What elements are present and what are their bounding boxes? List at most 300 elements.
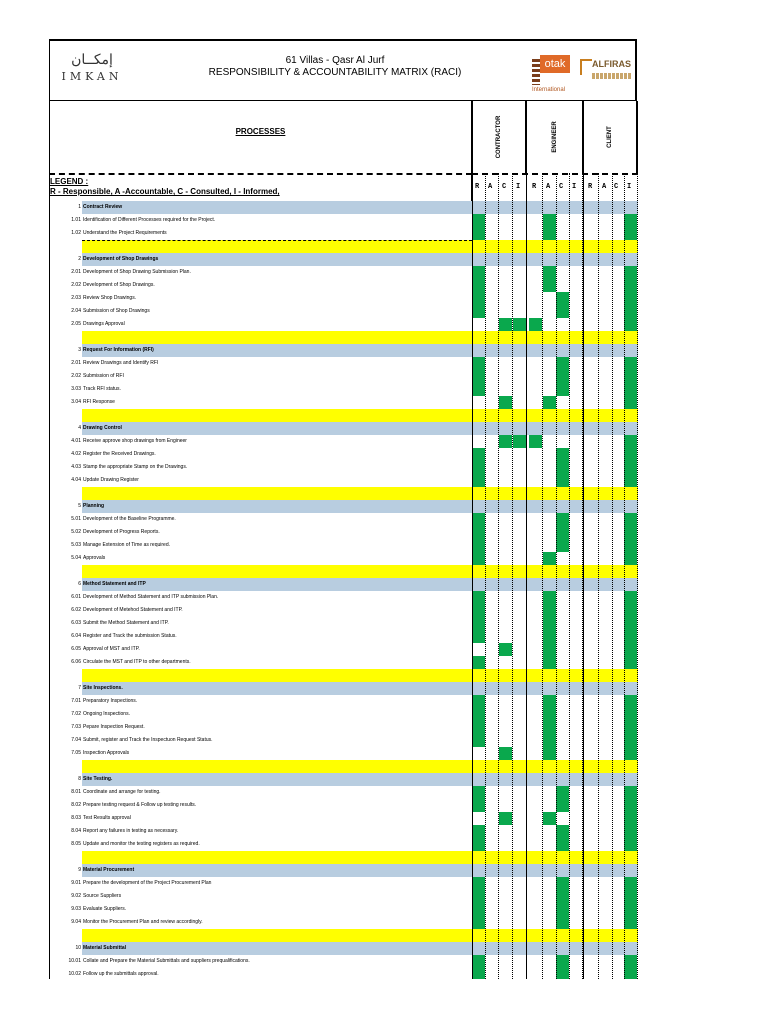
raci-cell — [624, 279, 637, 292]
raci-cell — [472, 955, 485, 968]
row-number: 9.04 — [71, 919, 81, 925]
processes-label: PROCESSES — [235, 127, 286, 136]
raci-cell — [543, 656, 556, 669]
raci-cell — [624, 799, 637, 812]
grid-line — [512, 173, 513, 979]
raci-cell — [472, 656, 485, 669]
raci-cell — [624, 643, 637, 656]
section-row — [49, 578, 638, 591]
raci-cell — [472, 305, 485, 318]
raci-cell — [556, 461, 569, 474]
raci-cell — [624, 708, 637, 721]
raci-letter: I — [572, 183, 577, 191]
row-process: Request For Information (RFI) — [83, 347, 154, 353]
grid-line — [637, 173, 638, 979]
raci-letter: R — [532, 183, 537, 191]
raci-cell — [543, 227, 556, 240]
raci-cell — [624, 539, 637, 552]
raci-letter: C — [559, 183, 564, 191]
raci-cell — [472, 214, 485, 227]
raci-cell — [472, 786, 485, 799]
table-row — [49, 448, 638, 461]
row-process: Test Results approval — [83, 815, 131, 821]
raci-cell — [472, 695, 485, 708]
row-process: Contract Review — [83, 204, 123, 210]
party-label: CLIENT — [606, 126, 613, 148]
row-number: 6.02 — [71, 607, 81, 613]
raci-letter: A — [488, 183, 493, 191]
table-row — [49, 747, 638, 760]
raci-cell — [556, 838, 569, 851]
alfiras-tagline-icon — [592, 73, 632, 79]
section-row — [49, 864, 638, 877]
raci-cell — [472, 734, 485, 747]
raci-cell — [543, 617, 556, 630]
row-band — [82, 487, 638, 500]
raci-cell — [543, 604, 556, 617]
raci-cell — [472, 461, 485, 474]
raci-cell — [472, 279, 485, 292]
row-number: 10.02 — [68, 971, 81, 977]
row-process: Ongoing Inspections. — [83, 711, 130, 717]
row-process: Material Procurement — [83, 867, 135, 873]
otak-logo-text: otak — [540, 55, 570, 73]
table-row — [49, 435, 638, 448]
raci-letter: I — [627, 183, 632, 191]
raci-cell — [624, 227, 637, 240]
row-process: Prepare the development of the Project Procurement Plan — [83, 880, 212, 886]
row-process: Review Shop Drawings. — [83, 295, 137, 301]
row-process: Review Drawings and Identify RFI — [83, 360, 159, 366]
row-number: 7.01 — [71, 698, 81, 704]
table-row — [49, 396, 638, 409]
row-process: Follow up the submittals approval. — [83, 971, 159, 977]
processes-header — [49, 101, 472, 173]
raci-cell — [543, 721, 556, 734]
row-process: Identification of Different Processes required for the Project. — [83, 217, 216, 223]
raci-cell — [624, 383, 637, 396]
row-number: 9.03 — [71, 906, 81, 912]
row-number: 4 — [78, 425, 81, 431]
row-number: 5.04 — [71, 555, 81, 561]
grid-line — [583, 101, 584, 979]
row-band — [82, 565, 638, 578]
section-row — [49, 422, 638, 435]
row-process: Pepare Inspection Request. — [83, 724, 145, 730]
raci-cell — [529, 435, 542, 448]
raci-cell — [472, 227, 485, 240]
raci-cell — [556, 357, 569, 370]
raci-cell — [624, 370, 637, 383]
raci-cell — [624, 552, 637, 565]
row-process: Drawings Approval — [83, 321, 125, 327]
alfiras-mark-icon — [580, 59, 592, 75]
raci-cell — [499, 435, 512, 448]
row-process: Submit the Method Statement and ITP. — [83, 620, 169, 626]
row-process: Submit, register and Track the Inspectuon Request Status. — [83, 737, 213, 743]
table-row — [49, 305, 638, 318]
row-band — [82, 851, 638, 864]
row-band — [82, 929, 638, 942]
table-row — [49, 591, 638, 604]
row-number: 3.03 — [71, 386, 81, 392]
table-row — [49, 825, 638, 838]
section-row — [49, 201, 638, 214]
row-number: 2.04 — [71, 308, 81, 314]
project-name: 61 Villas - Qasr Al Jurf — [285, 55, 385, 66]
row-band — [82, 240, 638, 253]
row-process: Development of Metehod Statement and ITP. — [83, 607, 183, 613]
table-row — [49, 721, 638, 734]
raci-cell — [556, 786, 569, 799]
row-number: 5 — [78, 503, 81, 509]
raci-cell — [472, 838, 485, 851]
section-row — [49, 682, 638, 695]
raci-cell — [472, 916, 485, 929]
row-process: Preparatory Inspections. — [83, 698, 138, 704]
imkan-logo-english: IMKAN — [61, 70, 123, 83]
raci-cell — [624, 604, 637, 617]
raci-cell — [556, 383, 569, 396]
row-number: 2.05 — [71, 321, 81, 327]
row-process: Approval of MST and ITP. — [83, 646, 140, 652]
raci-cell — [556, 968, 569, 979]
raci-cell — [472, 604, 485, 617]
table-row — [49, 695, 638, 708]
grid-line — [472, 101, 473, 979]
raci-cell — [556, 474, 569, 487]
raci-cell — [472, 370, 485, 383]
table-row — [49, 877, 638, 890]
raci-cell — [499, 643, 512, 656]
raci-cell — [499, 318, 512, 331]
row-process: Register the Received Drawings. — [83, 451, 156, 457]
party-label: CONTRACTOR — [495, 115, 502, 159]
legend-text: R - Responsible, A -Accountable, C - Consulted, I - Informed, — [50, 187, 280, 196]
row-process: Planning — [83, 503, 105, 509]
raci-cell — [543, 708, 556, 721]
row-process: Submission of Shop Drawings — [83, 308, 150, 314]
raci-cell — [543, 396, 556, 409]
row-number: 9.02 — [71, 893, 81, 899]
raci-cell — [472, 292, 485, 305]
table-row — [49, 292, 638, 305]
row-number: 7.02 — [71, 711, 81, 717]
table-row — [49, 474, 638, 487]
raci-cell — [543, 734, 556, 747]
raci-cell — [624, 474, 637, 487]
raci-cell — [472, 474, 485, 487]
row-process: Source Suppliers — [83, 893, 122, 899]
raci-cell — [624, 734, 637, 747]
table-row — [49, 526, 638, 539]
raci-letter: C — [614, 183, 619, 191]
row-process: Monitor the Procurement Plan and review accordingly. — [83, 919, 203, 925]
party-header-contractor — [472, 101, 526, 173]
row-number: 10.01 — [68, 958, 81, 964]
raci-cell — [624, 214, 637, 227]
row-number: 8.04 — [71, 828, 81, 834]
row-process: Track RFI status. — [83, 386, 121, 392]
section-row — [49, 773, 638, 786]
raci-cell — [624, 435, 637, 448]
table-row — [49, 643, 638, 656]
raci-cell — [624, 318, 637, 331]
row-number: 4.04 — [71, 477, 81, 483]
table-row — [49, 227, 638, 240]
raci-letter: R — [588, 183, 593, 191]
raci-cell — [624, 812, 637, 825]
imkan-logo-arabic: إمكــان — [71, 52, 113, 68]
document-title — [150, 55, 520, 79]
row-process: Register and Track the submission Status. — [83, 633, 177, 639]
sheet-header — [49, 39, 637, 101]
row-number: 6.06 — [71, 659, 81, 665]
row-number: 5.01 — [71, 516, 81, 522]
row-number: 8.03 — [71, 815, 81, 821]
row-number: 2.02 — [71, 373, 81, 379]
table-row — [49, 968, 638, 979]
table-row — [49, 357, 638, 370]
grid-line — [542, 173, 543, 979]
spacer-row — [49, 669, 638, 682]
raci-cell — [513, 318, 526, 331]
row-number: 4.01 — [71, 438, 81, 444]
row-number: 2.01 — [71, 269, 81, 275]
raci-cell — [472, 357, 485, 370]
table-row — [49, 279, 638, 292]
raci-cell — [624, 630, 637, 643]
imkan-logo — [56, 51, 128, 91]
table-row — [49, 955, 638, 968]
row-process: Update Drawing Register — [83, 477, 139, 483]
grid-line — [569, 173, 570, 979]
row-number: 2.02 — [71, 282, 81, 288]
matrix-title: RESPONSIBILITY & ACCOUNTABILITY MATRIX (RACI) — [208, 67, 462, 78]
raci-cell — [624, 357, 637, 370]
raci-cell — [472, 890, 485, 903]
row-number: 2 — [78, 256, 81, 262]
table-row — [49, 812, 638, 825]
spacer-row — [49, 409, 638, 422]
row-band — [82, 409, 638, 422]
raci-cell — [499, 396, 512, 409]
raci-cell — [624, 513, 637, 526]
row-number: 9 — [78, 867, 81, 873]
row-process: Circulate the MST and ITP to other departments. — [83, 659, 191, 665]
row-process: Prepare testing request & Follow up testing results. — [83, 802, 197, 808]
raci-cell — [556, 916, 569, 929]
raci-cell — [472, 825, 485, 838]
raci-cell — [472, 877, 485, 890]
alfiras-logo — [580, 55, 634, 95]
section-row — [49, 344, 638, 357]
table-row — [49, 214, 638, 227]
table-row — [49, 318, 638, 331]
table-row — [49, 656, 638, 669]
row-number: 8 — [78, 776, 81, 782]
raci-cell — [624, 903, 637, 916]
grid-line — [498, 173, 499, 979]
table-row — [49, 708, 638, 721]
raci-letter: R — [475, 183, 480, 191]
table-row — [49, 799, 638, 812]
row-number: 4.02 — [71, 451, 81, 457]
grid-line — [82, 240, 472, 241]
raci-cell — [624, 591, 637, 604]
row-process: Stamp the appropriate Stamp on the Drawings. — [83, 464, 188, 470]
otak-stripes-icon — [532, 59, 540, 85]
table-row — [49, 539, 638, 552]
raci-letter: A — [602, 183, 607, 191]
raci-cell — [529, 318, 542, 331]
row-process: Site Inspections. — [83, 685, 123, 691]
table-row — [49, 513, 638, 526]
row-process: Evaluate Suppliers. — [83, 906, 127, 912]
row-number: 6.05 — [71, 646, 81, 652]
grid-line — [526, 101, 527, 979]
raci-cell — [556, 370, 569, 383]
row-process: Report any failures in testing as necessary. — [83, 828, 179, 834]
raci-cell — [556, 539, 569, 552]
raci-cell — [472, 903, 485, 916]
raci-cell — [543, 695, 556, 708]
row-process: Development of Method Statement and ITP submission Plan. — [83, 594, 219, 600]
row-number: 7.04 — [71, 737, 81, 743]
raci-cell — [624, 305, 637, 318]
row-number: 6.01 — [71, 594, 81, 600]
raci-cell — [543, 279, 556, 292]
raci-cell — [543, 266, 556, 279]
raci-cell — [624, 825, 637, 838]
legend — [49, 173, 472, 201]
raci-cell — [472, 721, 485, 734]
spacer-row — [49, 240, 638, 253]
raci-cell — [624, 721, 637, 734]
raci-cell — [499, 747, 512, 760]
row-process: Coordinate and arrange for testing. — [83, 789, 161, 795]
row-process: Development of Shop Drawings. — [83, 282, 155, 288]
row-band — [82, 669, 638, 682]
table-row — [49, 370, 638, 383]
row-number: 8.05 — [71, 841, 81, 847]
raci-cell — [556, 292, 569, 305]
spacer-row — [49, 760, 638, 773]
row-process: Method Statement and ITP — [83, 581, 146, 587]
spacer-row — [49, 565, 638, 578]
row-number: 7.03 — [71, 724, 81, 730]
table-row — [49, 734, 638, 747]
otak-logo-sub: International — [532, 87, 566, 93]
raci-cell — [472, 968, 485, 979]
raci-letter: A — [546, 183, 551, 191]
row-process: Receive approve shop drawings from Engineer — [83, 438, 187, 444]
row-number: 1 — [78, 204, 81, 210]
raci-letter: C — [502, 183, 507, 191]
raci-cell — [472, 552, 485, 565]
raci-cell — [624, 786, 637, 799]
spacer-row — [49, 487, 638, 500]
row-process: Site Testing. — [83, 776, 113, 782]
raci-cell — [556, 448, 569, 461]
raci-cell — [624, 617, 637, 630]
row-number: 5.02 — [71, 529, 81, 535]
row-process: Material Submittal — [83, 945, 127, 951]
table-row — [49, 552, 638, 565]
row-process: Manage Extension of Time as required. — [83, 542, 170, 548]
legend-title: LEGEND : — [50, 177, 89, 186]
raci-letter: I — [516, 183, 521, 191]
row-number: 4.03 — [71, 464, 81, 470]
row-number: 8.02 — [71, 802, 81, 808]
raci-cell — [556, 305, 569, 318]
raci-cell — [543, 812, 556, 825]
table-row — [49, 630, 638, 643]
grid-line — [485, 173, 486, 979]
row-process: Development of the Baseline Programme. — [83, 516, 176, 522]
raci-cell — [556, 877, 569, 890]
raci-cell — [556, 799, 569, 812]
raci-cell — [543, 643, 556, 656]
row-process: Inspection Approvals — [83, 750, 130, 756]
raci-cell — [624, 695, 637, 708]
row-band — [82, 760, 638, 773]
raci-cell — [624, 955, 637, 968]
table-row — [49, 903, 638, 916]
row-process: Development of Shop Drawings — [83, 256, 159, 262]
raci-cell — [472, 513, 485, 526]
raci-cell — [472, 266, 485, 279]
raci-cell — [624, 968, 637, 979]
row-number: 9.01 — [71, 880, 81, 886]
row-number: 6.04 — [71, 633, 81, 639]
raci-cell — [543, 747, 556, 760]
table-row — [49, 617, 638, 630]
raci-sheet — [49, 39, 638, 979]
raci-cell — [624, 396, 637, 409]
row-process: Development of Progress Reports. — [83, 529, 160, 535]
raci-cell — [556, 825, 569, 838]
row-number: 2.03 — [71, 295, 81, 301]
row-number: 2.01 — [71, 360, 81, 366]
raci-cell — [543, 630, 556, 643]
raci-cell — [543, 552, 556, 565]
party-header-client — [583, 101, 638, 173]
row-number: 5.03 — [71, 542, 81, 548]
raci-cell — [624, 266, 637, 279]
raci-cell — [472, 383, 485, 396]
row-number: 8.01 — [71, 789, 81, 795]
otak-logo — [532, 53, 572, 97]
row-process: Collate and Prepare the Material Submittals and suppliers prequalifications. — [83, 958, 250, 964]
raci-letter-row — [472, 173, 638, 201]
grid-line — [49, 201, 50, 979]
raci-cell — [472, 539, 485, 552]
grid-line — [598, 173, 599, 979]
row-process: RFI Response — [83, 399, 115, 405]
raci-cell — [624, 747, 637, 760]
raci-cell — [472, 630, 485, 643]
section-row — [49, 500, 638, 513]
row-process: Update and monitor the testing registers as required. — [83, 841, 200, 847]
spacer-row — [49, 851, 638, 864]
raci-cell — [472, 526, 485, 539]
row-number: 10 — [75, 945, 81, 951]
raci-cell — [472, 591, 485, 604]
raci-cell — [556, 526, 569, 539]
row-number: 1.02 — [71, 230, 81, 236]
grid-line — [556, 173, 557, 979]
